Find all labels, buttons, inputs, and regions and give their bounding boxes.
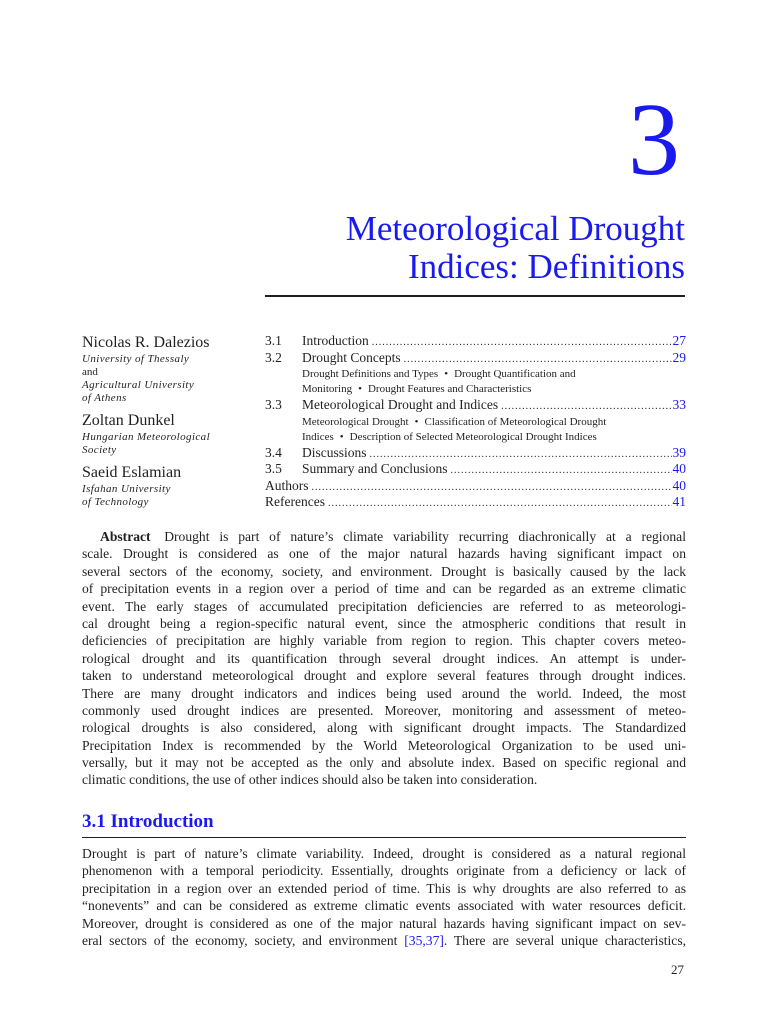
title-rule [265,295,685,297]
bullet-icon: • [358,383,362,395]
toc-subsection[interactable]: Drought Definitions and Types [302,368,439,380]
toc-subsection[interactable]: Indices [302,430,334,443]
toc-subsection-line [302,382,686,397]
author-affiliation: University of Thessaly [82,353,190,365]
abstract-text: Precipitation Index is recommended by the World Meteorological Organization to be used uni- [82,737,686,753]
body-line: Moreover, drought is considered as one of the major natural hazards having significant impact on sev- [82,915,686,931]
abstract-line [82,580,686,597]
toc-number: 3.1 [265,333,282,348]
body-line: “nonevents” and can be considered as extreme climatic events associated with water resources deficit. [82,898,686,914]
toc-subsection[interactable]: Meteorological Drought [302,415,409,428]
toc-title: Drought Concepts [302,349,401,365]
authors-list [82,333,257,515]
toc-page-link[interactable]: 27 [672,333,686,348]
abstract-line [82,598,686,615]
toc-number: 3.3 [265,397,282,412]
abstract-line [82,685,686,702]
abstract-text: rological drought and its quantification through several drought indices. An attempt is under- [82,650,686,666]
abstract-line [82,702,686,719]
abstract-line [82,632,686,649]
intro-paragraph [82,845,686,949]
toc-number: 3.2 [265,349,282,365]
abstract-line [82,667,686,684]
toc-subsection[interactable]: Drought Features and Characteristics [367,383,532,395]
toc-entry[interactable] [265,445,686,462]
bullet-icon: • [414,415,419,428]
toc-page-link[interactable]: 39 [672,444,686,460]
abstract-text: scale. Drought is considered as one of the major natural hazards having significant impact on [82,546,686,562]
abstract-line [82,563,686,580]
abstract-line [82,528,686,545]
toc-subsections [265,415,686,445]
chapter-title-line: Meteorological Drought [345,209,685,248]
table-of-contents [265,333,686,511]
toc-title: Meteorological Drought and Indices [302,397,499,412]
abstract-text: climatic conditions, the use of other indices should also be taken into consideration. [82,772,538,788]
abstract-text: rological droughts is also considered, along with significant drought impacts. The Standardized [82,720,686,736]
toc-subsection[interactable]: Classification of Meteorological Drought [424,415,607,428]
chapter-title-line: Indices: Definitions [407,247,685,286]
toc-subsection[interactable]: Drought Quantification and [454,368,576,380]
page-number: 27 [671,962,684,977]
author-affiliation: Hungarian Meteorological [82,431,211,443]
body-line: phenomenon with a temporal periodicity. Essentially, droughts originate from a deficiency or lack of [82,863,686,879]
abstract-text: of precipitation events in a region over a period of time and can be regarded as an extreme climatic [82,581,686,597]
author [82,333,257,405]
toc-title: Introduction [302,333,369,348]
abstract-label: Abstract [100,529,151,544]
abstract-text: There are many drought indicators and indices being used around the world. Indeed, the most [82,685,686,701]
author [82,411,257,457]
abstract [82,528,686,789]
abstract-line [82,650,686,667]
abstract-text: cal drought being a region-specific natural event, since the atmospheric conditions that result in [82,615,686,631]
author-affiliation: Agricultural University [82,379,195,391]
author-name: Nicolas R. Dalezios [82,334,210,351]
toc-leader-dots [501,399,671,416]
toc-entry[interactable] [265,397,686,414]
toc-subsection-line [302,367,686,382]
toc-title: References [265,494,325,509]
author-affiliation: of Technology [82,496,149,508]
toc-title: Authors [265,477,309,493]
toc-page-link[interactable]: 40 [672,461,686,476]
citation-bracket: [ [404,932,409,948]
toc-title: Summary and Conclusions [302,461,448,476]
abstract-text: commonly used drought indices are presented. Moreover, monitoring and assessment of meteo- [82,702,686,718]
author-name: Saeid Eslamian [82,464,182,481]
toc-subsections [265,367,686,397]
toc-leader-dots [372,335,672,352]
section-rule [82,837,686,838]
abstract-text: deficiencies of precipitation are highly variable from region to region. This chapter covers meteo- [82,633,686,649]
abstract-line [82,719,686,736]
toc-leader-dots [312,480,672,497]
toc-subsection[interactable]: Description of Selected Meteorological Drought Indices [349,430,597,443]
abstract-text: several sectors of the economy, society, and environment. Drought is basically caused by the lack [82,563,686,579]
toc-leader-dots [328,496,672,513]
citation-link[interactable]: 37 [425,932,440,948]
toc-entry[interactable] [265,350,686,367]
body-line: precipitation in a region over an extended period of time. This is why droughts are also referred to as [82,880,686,896]
abstract-text: Drought is part of nature’s climate variability recurring diachronically at a regional [164,529,686,544]
author-name: Zoltan Dunkel [82,412,175,429]
author-and: and [82,366,98,378]
toc-subsection-line [302,415,686,430]
toc-subsection-line [302,430,686,445]
abstract-text: taken to understand meteorological drought and explore several features through drought indices. [82,668,686,684]
author-affiliation: Isfahan University [82,483,171,495]
toc-number: 3.5 [265,461,282,476]
author-affiliation: Society [82,444,117,456]
citation-link[interactable]: 35 [408,932,423,948]
abstract-text: event. The early stages of accumulated precipitation deficiencies are referred to as meteorologi- [82,598,686,614]
toc-subsection[interactable]: Monitoring [302,383,353,395]
abstract-line [82,615,686,632]
chapter-number: 3 [628,82,680,197]
bullet-icon: • [444,368,449,380]
abstract-line [82,754,686,771]
author-affiliation: of Athens [82,392,127,404]
abstract-line [82,737,686,754]
toc-leader-dots [451,463,672,480]
body-text: . There are several unique characteristics, [443,932,687,948]
section-heading: 3.1 Introduction [82,811,214,832]
toc-page-link[interactable]: 40 [672,477,686,493]
toc-page-link[interactable]: 41 [672,494,686,509]
citation-bracket: ] [439,932,444,948]
abstract-text: versally, but it may not be accepted as the only and absolute index. Based on specific regional and [82,755,686,771]
body-line [82,932,686,949]
toc-entry[interactable] [265,478,686,495]
citation-separator: , [422,932,426,948]
toc-page-link[interactable]: 29 [672,349,686,365]
author [82,463,257,509]
abstract-line [82,545,686,562]
chapter-title [346,210,685,286]
body-line: Drought is part of nature’s climate variability. Indeed, drought is considered as a natural regional [82,846,686,861]
toc-page-link[interactable]: 33 [672,397,686,412]
toc-entry[interactable] [265,333,686,350]
toc-entry[interactable] [265,494,686,511]
toc-leader-dots [404,352,672,369]
toc-number: 3.4 [265,444,282,460]
body-text: eral sectors of the economy, society, and environment [82,932,405,948]
abstract-line [82,771,686,788]
toc-entry[interactable] [265,461,686,478]
bullet-icon: • [339,430,344,443]
toc-title: Discussions [302,444,367,460]
